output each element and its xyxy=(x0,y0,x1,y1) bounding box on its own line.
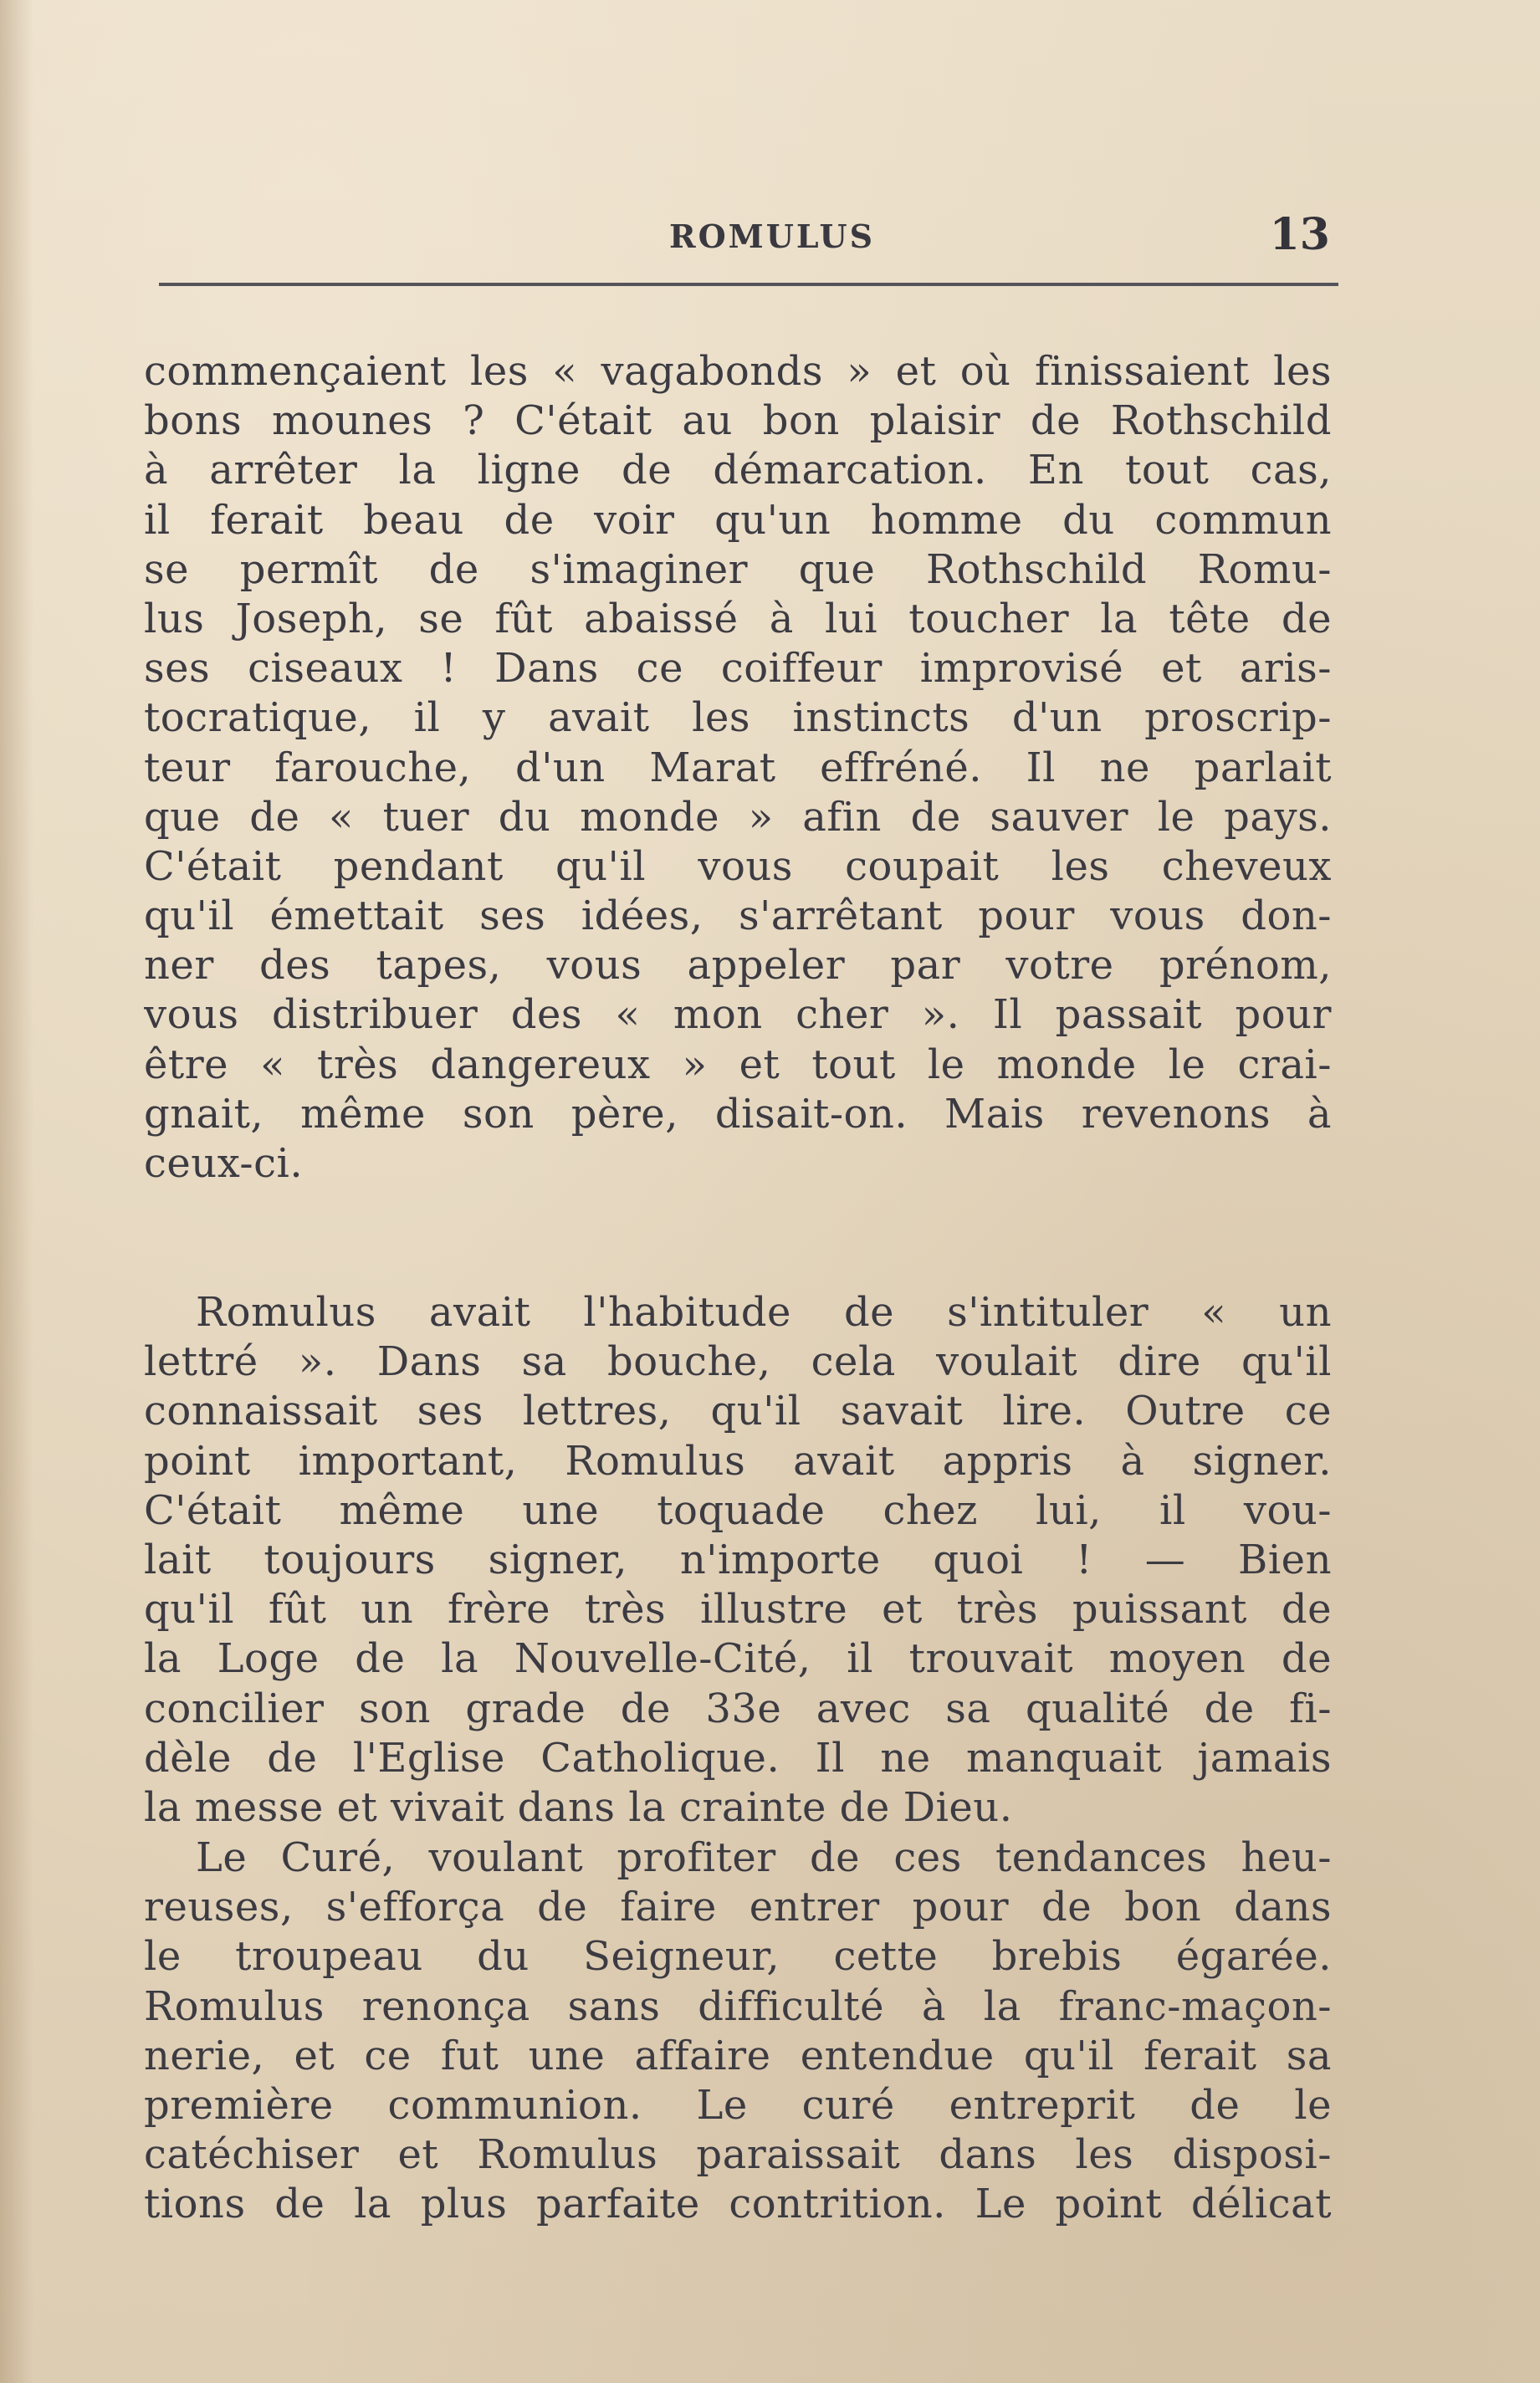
page-number: 13 xyxy=(1269,209,1330,260)
paragraph-3 xyxy=(144,1833,1332,2230)
text-line: tions de la plus parfaite contrition. Le point délicat xyxy=(144,2181,1332,2228)
text-line: ses ciseaux ! Dans ce coiffeur improvisé et aris- xyxy=(144,645,1332,693)
text-line: se permît de s'imaginer que Rothschild Romu- xyxy=(144,545,1332,593)
text-line: C'était pendant qu'il vous coupait les cheveux xyxy=(144,842,1332,890)
text-line: le troupeau du Seigneur, cette brebis égarée. xyxy=(144,1933,1332,1981)
text-line: teur farouche, d'un Marat effréné. Il ne parlait xyxy=(144,744,1332,791)
text-line: Le Curé, voulant profiter de ces tendances heu- xyxy=(196,1834,1332,1881)
text-line: tocratique, il y avait les instincts d'un proscrip- xyxy=(144,694,1332,742)
paragraph-1 xyxy=(144,347,1332,1189)
text-line: à arrêter la ligne de démarcation. En tout cas, xyxy=(144,447,1332,494)
text-line: commençaient les « vagabonds » et où finissaient les xyxy=(144,348,1332,395)
text-line: que de « tuer du monde » afin de sauver le pays. xyxy=(144,793,1332,841)
text-line: catéchiser et Romulus paraissait dans les disposi- xyxy=(144,2131,1332,2179)
text-line: reuses, s'efforça de faire entrer pour de bon dans xyxy=(144,1884,1332,1931)
text-line: vous distribuer des « mon cher ». Il passait pour xyxy=(144,991,1332,1039)
text-line: lus Joseph, se fût abaissé à lui toucher la tête de xyxy=(144,595,1332,642)
page-header xyxy=(151,209,1338,276)
paragraph-2 xyxy=(144,1288,1332,1833)
running-title: ROMULUS xyxy=(669,217,876,255)
text-line: la Loge de la Nouvelle-Cité, il trouvait moyen de xyxy=(144,1635,1332,1683)
text-line: dèle de l'Eglise Catholique. Il ne manquait jamais xyxy=(144,1734,1332,1782)
text-line: il ferait beau de voir qu'un homme du commun xyxy=(144,496,1332,544)
text-line: ner des tapes, vous appeler par votre prénom, xyxy=(144,942,1332,990)
text-line: gnait, même son père, disait-on. Mais revenons à xyxy=(144,1090,1332,1138)
text-line: Romulus renonça sans difficulté à la franc-maçon- xyxy=(144,1982,1332,2030)
text-line: C'était même une toquade chez lui, il vou- xyxy=(144,1486,1332,1534)
text-line: être « très dangereux » et tout le monde le crai- xyxy=(144,1041,1332,1088)
text-line: ceux-ci. xyxy=(144,1140,304,1187)
text-line: concilier son grade de 33e avec sa qualité de fi- xyxy=(144,1685,1332,1732)
text-line: qu'il fût un frère très illustre et très puissant de xyxy=(144,1586,1332,1634)
text-line: lait toujours signer, n'importe quoi ! — Bien xyxy=(144,1536,1332,1583)
text-line: qu'il émettait ses idées, s'arrêtant pour vous don- xyxy=(144,892,1332,940)
header-rule xyxy=(159,283,1338,286)
text-line: première communion. Le curé entreprit de le xyxy=(144,2081,1332,2129)
text-line: connaissait ses lettres, qu'il savait lire. Outre ce xyxy=(144,1388,1332,1435)
text-line: point important, Romulus avait appris à signer. xyxy=(144,1437,1332,1485)
text-line: nerie, et ce fut une affaire entendue qu'il ferait sa xyxy=(144,2032,1332,2079)
text-line: bons mounes ? C'était au bon plaisir de Rothschild xyxy=(144,397,1332,445)
text-line: lettré ». Dans sa bouche, cela voulait dire qu'il xyxy=(144,1338,1332,1386)
page-spine-shadow xyxy=(0,0,33,2383)
text-line: la messe et vivait dans la crainte de Dieu. xyxy=(144,1783,1013,1831)
text-line: Romulus avait l'habitude de s'intituler « un xyxy=(196,1289,1332,1336)
